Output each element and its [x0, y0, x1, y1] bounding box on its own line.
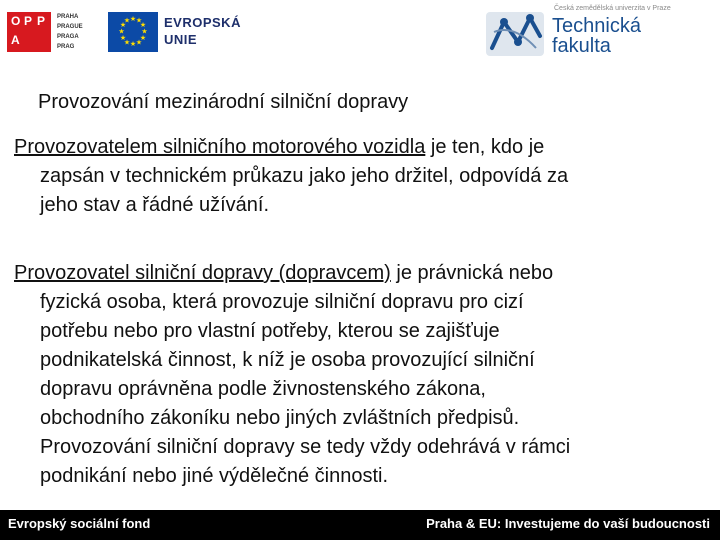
paragraph-line: fyzická osoba, která provozuje silniční dopravu pro cizí	[40, 291, 524, 313]
opp-letter: A	[11, 33, 20, 47]
faculty-name-line1: Technická	[552, 15, 641, 37]
svg-text:★: ★	[123, 38, 131, 47]
header-logos	[0, 0, 720, 64]
opp-letter: O	[11, 14, 21, 28]
svg-text:★: ★	[123, 16, 131, 25]
eu-logo-line1: EVROPSKÁ	[164, 15, 241, 30]
svg-text:★: ★	[119, 34, 127, 42]
opp-cell: PRAHA	[57, 14, 79, 20]
paragraph-operator-vehicle	[14, 133, 686, 220]
paragraph-line: potřebu nebo pro vlastní potřeby, kterou se zajišťuje	[40, 320, 500, 342]
paragraph-text: je ten, kdo je	[425, 136, 545, 158]
slide-title: Provozování mezinárodní silniční dopravy	[38, 91, 409, 113]
opp-logo-red-block	[7, 12, 51, 52]
svg-text:★: ★	[129, 15, 137, 23]
paragraph-line: podnikání nebo jiné výdělečné činnosti.	[40, 465, 389, 487]
eu-logo-line2: UNIE	[164, 32, 198, 47]
paragraph-line: Provozování silniční dopravy se tedy vždy odehrává v rámci	[40, 436, 571, 458]
paragraph-line: dopravu oprávněna podle živnostenského zákona,	[40, 378, 486, 400]
paragraph-text: je právnická nebo	[390, 262, 554, 284]
footer-left-text: Evropský sociální fond	[8, 516, 151, 531]
defined-term: Provozovatelem silničního motorového vozidla	[14, 136, 426, 158]
eu-flag-icon	[108, 12, 158, 52]
svg-text:★: ★	[139, 21, 147, 29]
opp-logo	[7, 12, 99, 52]
svg-text:★: ★	[141, 27, 148, 36]
paragraph-line: jeho stav a řádné užívání.	[40, 194, 270, 216]
opp-letter: P	[37, 14, 46, 28]
paragraph-first-line	[14, 133, 686, 162]
paragraph-first-line	[14, 259, 686, 288]
svg-text:★: ★	[135, 16, 143, 25]
paragraph-line: zapsán v technickém průkazu jako jeho držitel, odpovídá za	[40, 165, 569, 187]
opp-letter: P	[24, 14, 33, 28]
svg-text:★: ★	[119, 21, 127, 29]
footer-right-text: Praha & EU: Investujeme do vaší budoucnosti	[426, 516, 710, 531]
opp-logo-text	[57, 12, 99, 52]
opp-cell: PRAGUE	[57, 24, 83, 30]
university-name: Česká zemědělská univerzita v Praze	[554, 5, 671, 12]
opp-cell: PRAG	[57, 44, 75, 50]
faculty-logo	[484, 2, 720, 62]
footer-bar	[0, 510, 720, 540]
eu-logo	[108, 12, 244, 52]
eu-logo-text	[164, 14, 241, 48]
faculty-emblem-icon	[484, 8, 546, 60]
opp-cell: PRAGA	[57, 34, 79, 40]
svg-text:★: ★	[135, 38, 143, 47]
svg-text:★: ★	[118, 27, 125, 36]
defined-term: Provozovatel silniční dopravy (dopravcem)	[14, 262, 391, 284]
faculty-name	[552, 16, 641, 56]
svg-text:★: ★	[139, 34, 147, 42]
faculty-name-line2: fakulta	[552, 35, 611, 57]
svg-text:★: ★	[129, 40, 137, 48]
paragraph-road-transport-operator	[14, 259, 686, 491]
paragraph-line: obchodního zákoníku nebo jiných zvláštních předpisů.	[40, 407, 520, 429]
paragraph-line: podnikatelská činnost, k níž je osoba provozující silniční	[40, 349, 535, 371]
